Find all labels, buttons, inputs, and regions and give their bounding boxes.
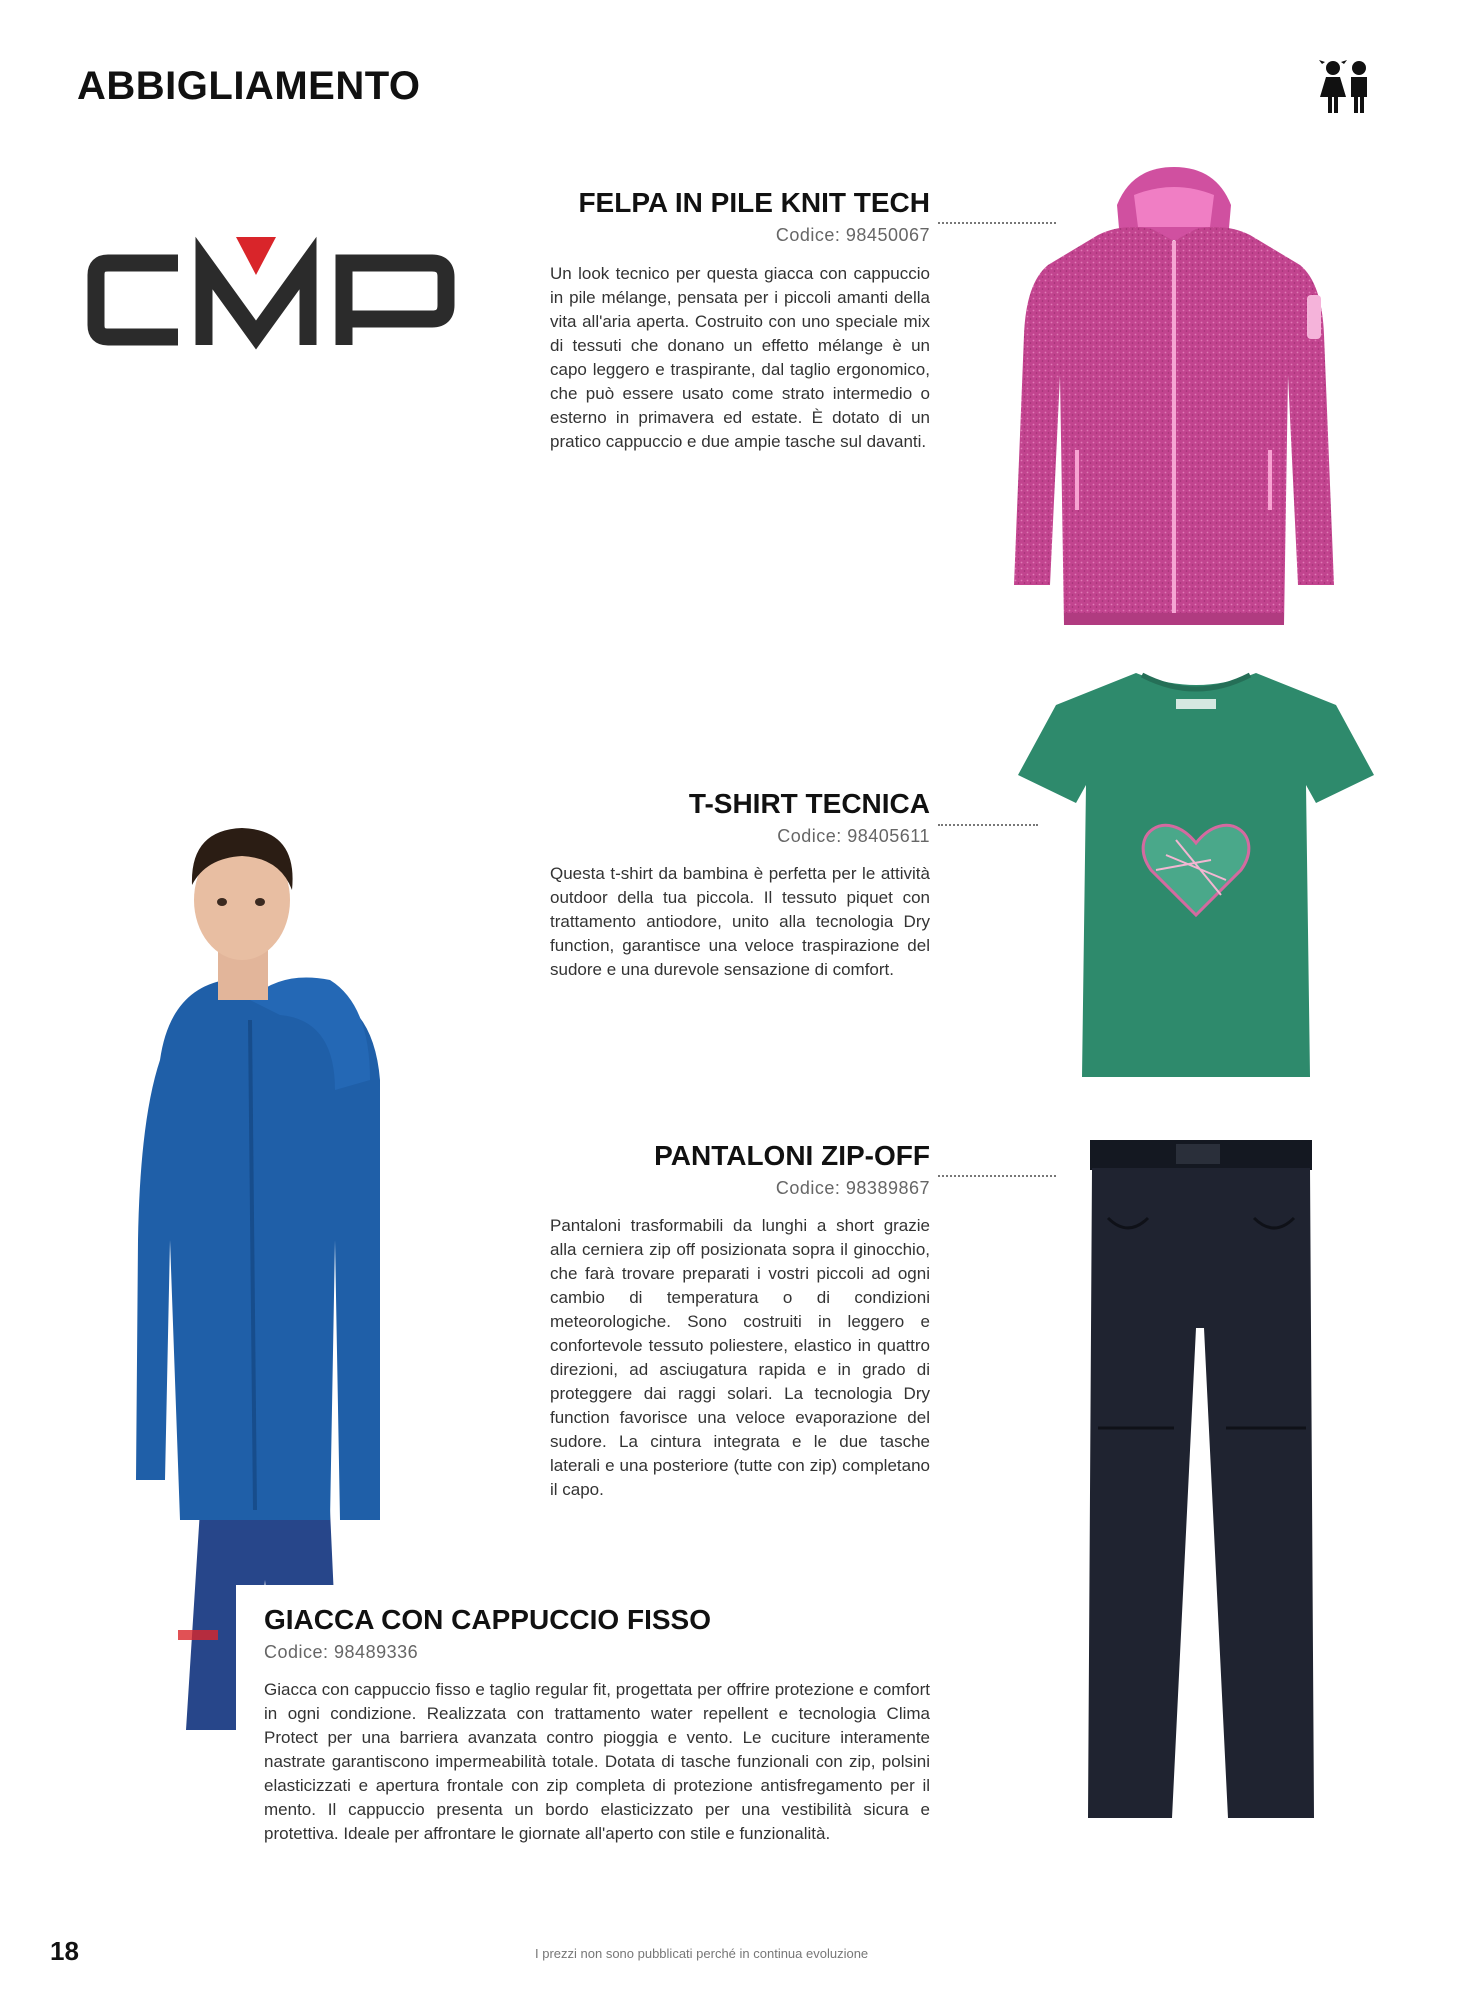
kids-icon [1316,58,1376,114]
product-code-tshirt: Codice: 98405611 [777,826,930,846]
product-description-felpa: Un look tecnico per questa giacca con cappuccio in pile mélange, pensata per i piccoli amanti della vita all'aria aperta. Costruito con uno speciale mix di tessuti che donano un effetto mélange è un capo leggero e traspirante, dal taglio ergonomico, che può essere usato come strato intermedio o esterno in primavera ed estate. È dotato di un pratico cappuccio e due ampie tasche sul davanti. [550,264,930,451]
green-tshirt [1016,665,1376,1085]
product-description-pantaloni: Pantaloni trasformabili da lunghi a short grazie alla cerniera zip off posizionata sopra il ginocchio, che farà trovare preparati i vostri piccoli ad ogni cambio di temperatura o di condizioni meteorologiche. Sono costruiti in leggero e confortevole tessuto poliestere, elastico in quattro direzioni, ad asciugatura rapida e in grado di proteggere dai raggi solari. La tecnologia Dry function favorisce una veloce evaporazione del sudore. La cintura integrata e le due tasche laterali e una posteriore (tutte con zip) completano il capo. [550,1216,930,1499]
section-title: ABBIGLIAMENTO [77,64,421,108]
product-code-pantaloni: Codice: 98389867 [775,1178,930,1198]
page-number: 18 [50,1936,79,1966]
footer-note: I prezzi non sono pubblicati perché in continua evoluzione [535,1946,869,1961]
product-code-giacca: Codice: 98489336 [264,1642,419,1662]
product-title-felpa: FELPA IN PILE KNIT TECH [578,187,930,218]
black-zip-off-pants [1086,1138,1316,1828]
product-title-pantaloni: PANTALONI ZIP-OFF [654,1140,930,1171]
cmp-logo [86,235,460,365]
product-description-tshirt: Questa t-shirt da bambina è perfetta per le attività outdoor della tua piccola. Il tessuto piquet con trattamento antiodore, unito alla tecnologia Dry function, garantisce una veloce traspirazione del sudore e una durevole sensazione di comfort. [550,864,930,979]
product-code-felpa: Codice: 98450067 [775,225,930,245]
product-title-giacca: GIACCA CON CAPPUCCIO FISSO [264,1604,711,1635]
product-title-tshirt: T-SHIRT TECNICA [688,788,930,819]
product-description-giacca: Giacca con cappuccio fisso e taglio regular fit, progettata per offrire protezione e comfort in ogni condizione. Realizzata con trattamento water repellent e tecnologia Clima Protect per una barriera avanzata contro pioggia e vento. Le cuciture interamente nastrate garantiscono impermeabilità totale. Dotata di tasche funzionali con zip, polsini elasticizzati e apertura frontale con zip completa di protezione antisfregamento per il mento. Il cappuccio presenta un bordo elasticizzato per una vestibilità sicura e protettiva. Ideale per affrontare le giornate all'aperto con stile e funzionalità. [264,1680,930,1843]
pink-fleece-hoodie [1002,165,1346,625]
leader-line [938,1175,1056,1177]
